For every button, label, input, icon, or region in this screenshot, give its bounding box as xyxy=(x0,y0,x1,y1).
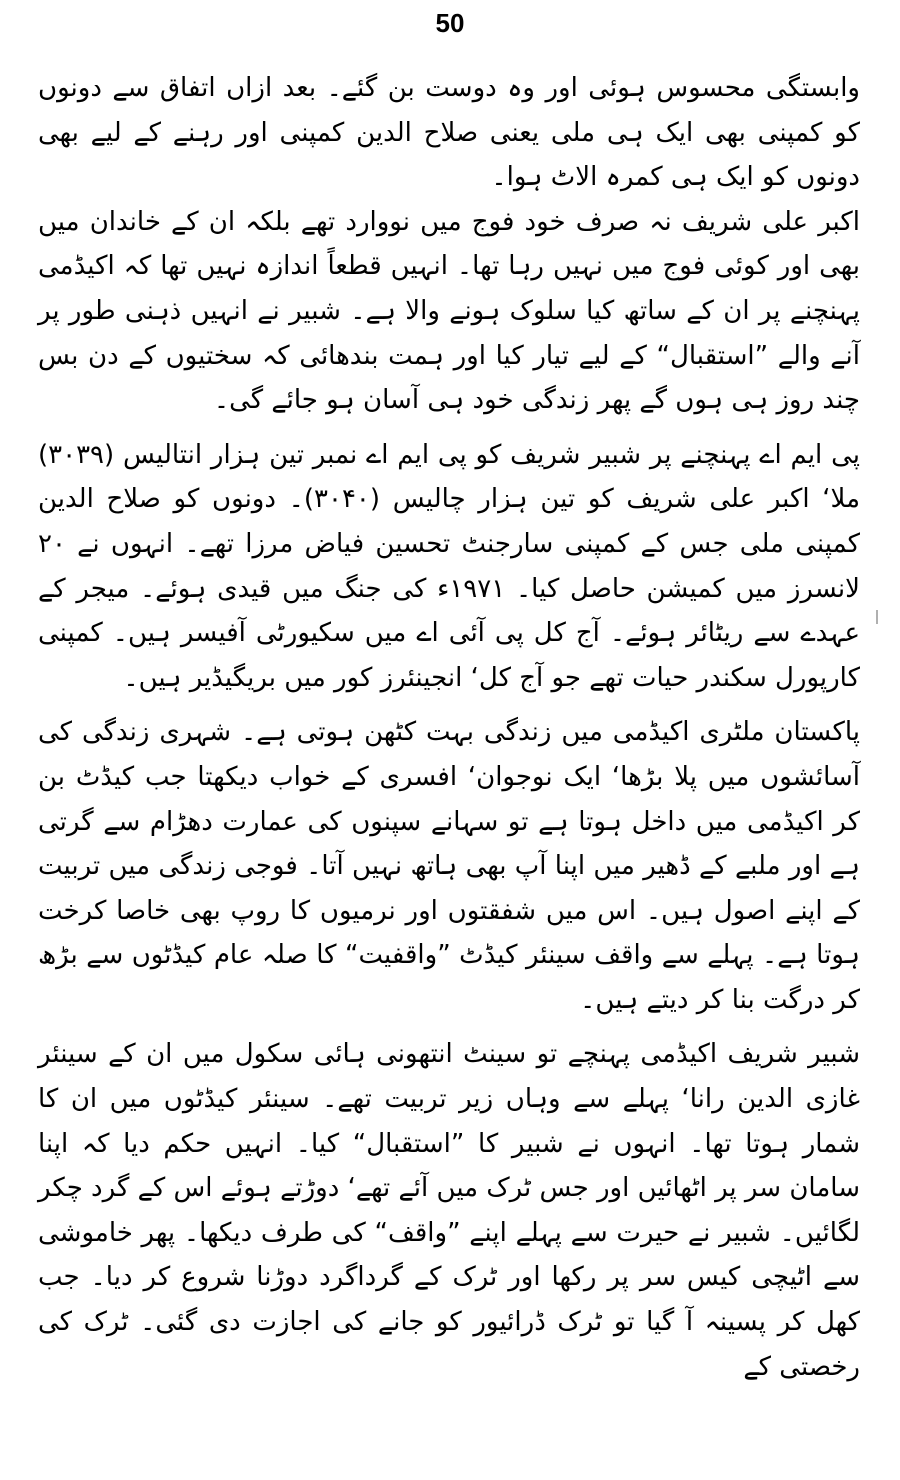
paragraph: پی ایم اے پہنچنے پر شبیر شریف کو پی ایم اے نمبر تین ہزار انتالیس (۳۰۳۹) ملا‘ اکبر علی شریف کو تین ہزار چالیس (۳۰۴۰)۔ دونوں کو صلاح الدین کمپنی ملی جس کے کمپنی سارجنٹ تحسین فیاض مرزا تھے۔ انہوں نے ۲۰ لانسرز میں کمیشن حاصل کیا۔ ۱۹۷۱ء کی جنگ میں قیدی ہوئے۔ میجر کے عہدے سے ریٹائر ہوئے۔ آج کل پی آئی اے میں سکیورٹی آفیسر ہیں۔ کمپنی کارپورل سکندر حیات تھے جو آج کل‘ انجینئرز کور میں بریگیڈیر ہیں۔ xyxy=(38,439,860,693)
paragraph: پاکستان ملٹری اکیڈمی میں زندگی بہت کٹھن ہوتی ہے۔ شہری زندگی کی آسائشوں میں پلا بڑھا‘ ایک نوجوان‘ افسری کے خواب دیکھتا جب کیڈٹ بن کر اکیڈمی میں داخل ہوتا ہے تو سہانے سپنوں کی عمارت دھڑام سے گرتی ہے اور ملبے کے ڈھیر میں اپنا آپ بھی ہاتھ نہیں آتا۔ فوجی زندگی میں تربیت کے اپنے اصول ہیں۔ اس میں شفقتوں اور نرمیوں کا روپ بھی خاصا کرخت ہوتا ہے۔ پہلے سے واقف سینئر کیڈٹ ”واقفیت“ کا صلہ عام کیڈٹوں سے بڑھ کر درگت بنا کر دیتے ہیں۔ xyxy=(38,717,860,1015)
page-number: 50 xyxy=(435,8,465,38)
paragraph: وابستگی محسوس ہوئی اور وہ دوست بن گئے۔ بعد ازاں اتفاق سے دونوں کو کمپنی بھی ایک ہی ملی یعنی صلاح الدین کمپنی اور رہنے کے لیے بھی دونوں کو ایک ہی کمرہ الاٹ ہوا۔ xyxy=(38,73,860,193)
paragraph: اکبر علی شریف نہ صرف خود فوج میں نووارد تھے بلکہ ان کے خاندان میں بھی اور کوئی فوج میں نہیں رہا تھا۔ انہیں قطعاً اندازہ نہیں تھا کہ اکیڈمی پہنچنے پر ان کے ساتھ کیا سلوک ہونے والا ہے۔ شبیر نے انہیں ذہنی طور پر آنے والے ”استقبال“ کے لیے تیار کیا اور ہمت بندھائی کہ سختیوں کے دن بس چند روز ہی ہوں گے پھر زندگی خود ہی آسان ہو جائے گی۔ xyxy=(38,206,860,416)
scan-margin-mark xyxy=(876,610,878,624)
paragraph: شبیر شریف اکیڈمی پہنچے تو سینٹ انتھونی ہائی سکول میں ان کے سینئر غازی الدین رانا‘ پہلے سے وہاں زیر تربیت تھے۔ سینئر کیڈٹوں میں ان کا شمار ہوتا تھا۔ انہوں نے شبیر کا ”استقبال“ کیا۔ انہیں حکم دیا کہ اپنا سامان سر پر اٹھائیں اور جس ٹرک میں آئے تھے‘ دوڑتے ہوئے اس کے گرد چکر لگائیں۔ شبیر نے حیرت سے پہلے اپنے ”واقف“ کی طرف دیکھا۔ پھر خاموشی سے اٹیچی کیس سر پر رکھا اور ٹرک کے گرداگرد دوڑنا شروع کر دیا۔ جب کھل کر پسینہ آ گیا تو ٹرک ڈرائیور کو جانے کی اجازت دی گئی۔ ٹرک کی رخصتی کے xyxy=(38,1039,861,1382)
page-body xyxy=(38,66,860,1389)
